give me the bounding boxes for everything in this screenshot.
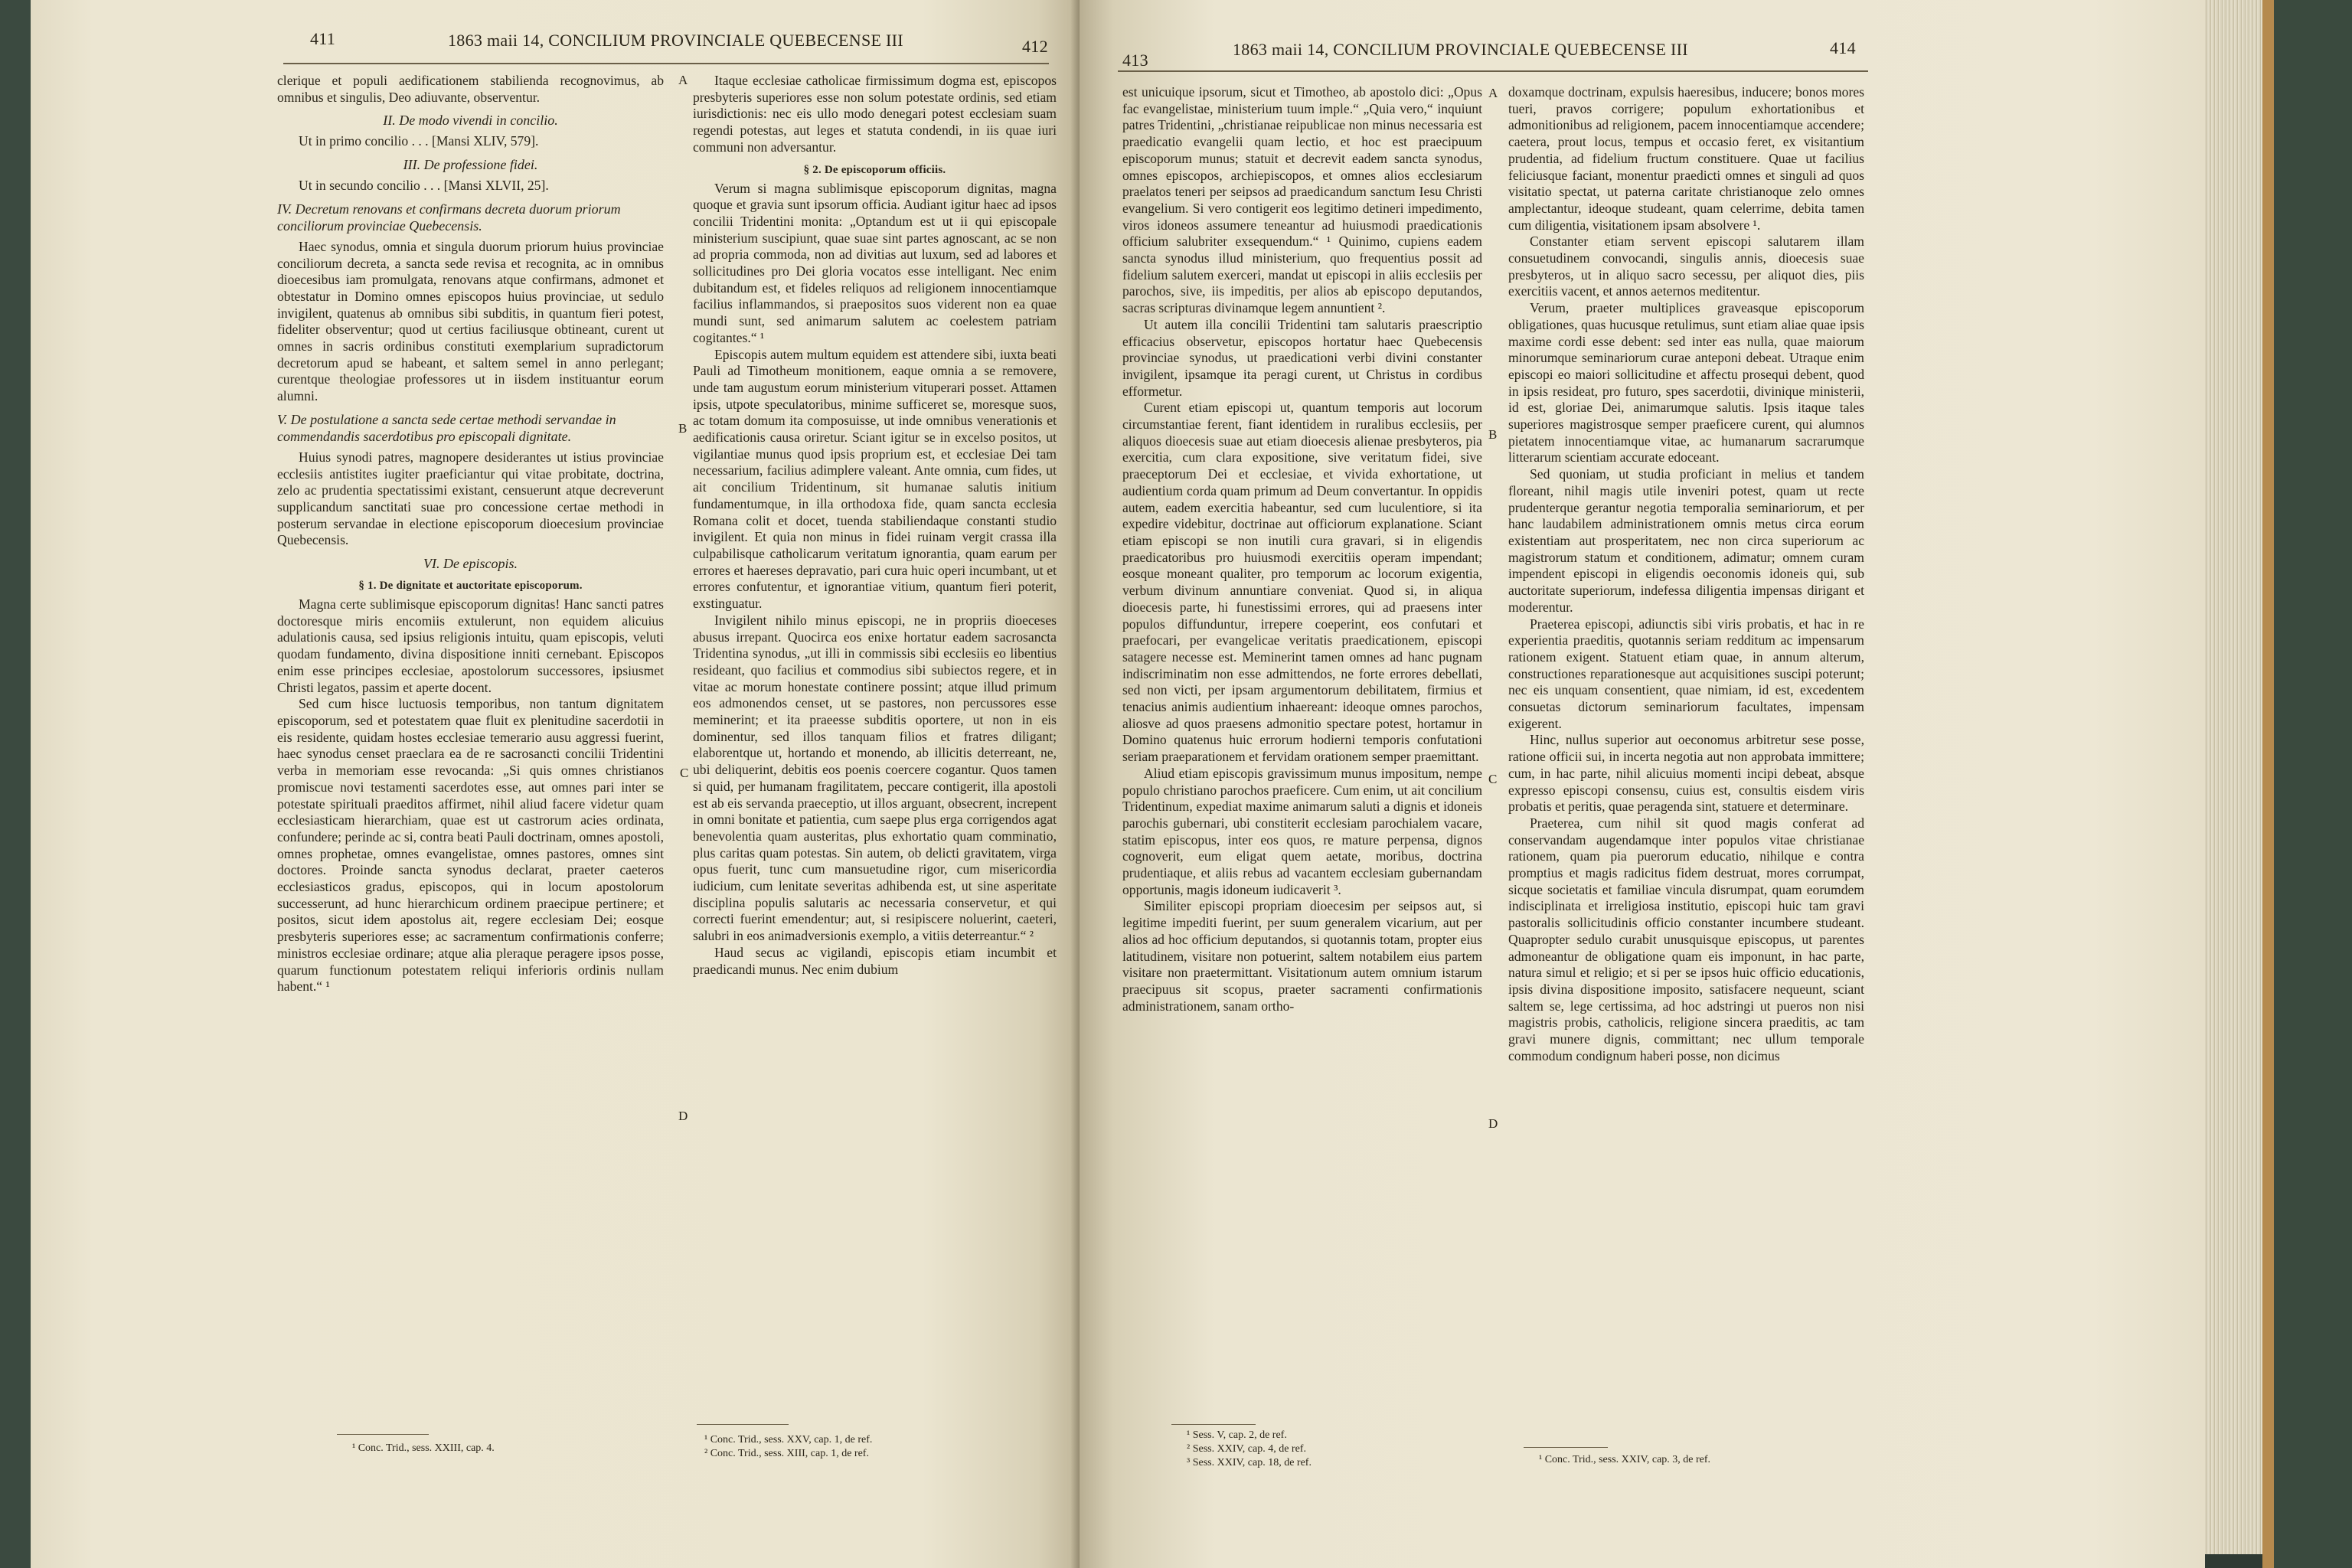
paragraph: Sed cum hisce luctuosis temporibus, non tantum dignitatem episcoporum, sed et potestatem quae fluit ex plenitudine sacerdotii in eis residente, quidam hostes ecclesiae temerario ausu aggressi fuerint, haec synodus censet praeclara ea de re sacrosancti concilii Tridentini verba in memoriam esse revocanda: „Si quis omnes christianos promiscue novi testamenti sacerdotes esse, aut omnes pari inter se potestate spirituali praeditos affirmet, nihil aliud facere videtur quam ecclesiasticam hierarchiam, quae est ut castrorum acies ordinata, confundere; perinde ac si, contra beati Pauli doctrinam, omnes apostoli, omnes prophetae, omnes evangelistae, omnes pastores, omnes sint doctores. Proinde sancta synodus declarat, praeter caeteros ecclesiasticos gradus, episcopos, qui in locum apostolorum successerunt, ad hunc hierarchicum ordinem praecipue pertinere; et positos, sicut idem apostolus ait, regere ecclesiam Dei; eosque presbyteris superiores esse; ac sacramentum confirmationis conferre; ministros ecclesiae ordinare; atque alia pleraque peragere ipsos posse, quarum functionum potestatem reliqui inferioris ordinis nullam habent.“ ¹ <box>277 696 664 995</box>
footnotes-c <box>1187 1429 1478 1470</box>
running-title: 1863 maii 14, CONCILIUM PROVINCIALE QUEBECENSE III <box>448 31 903 50</box>
subsection-heading: § 2. De episcoporum officiis. <box>803 163 946 176</box>
footnote: ¹ Conc. Trid., sess. XXIV, cap. 3, de ref. <box>1539 1454 1711 1465</box>
footnote: ³ Sess. XXIV, cap. 18, de ref. <box>1187 1457 1312 1468</box>
paragraph: Itaque ecclesiae catholicae firmissimum dogma est, episcopos presbyteris superiores esse non solum potestate ordinis, sed etiam iurisdictionis: nec eis ullo modo denegari potest ecclesiam suam regendi potestas, aut leges et statuta condendi, in iis quae iuri communi non adversantur. <box>693 73 1057 155</box>
paragraph: Haud secus ac vigilandi, episcopis etiam incumbit et praedicandi munus. Nec enim dubium <box>693 944 1057 977</box>
paragraph: Praeterea, cum nihil sit quod magis conferat ad conservandam augendamque inter populos vitae christianae rationem, quam pia puerorum educatio, nihilque e contra promptius et magis radicitus fidem destruat, mores corrumpat, sicque societatis et familiae vincula disrumpat, quam eorumdem indisciplinata et irreligiosa institutio, episcopi huic tam gravi pastoralis sollicitudinis officio constanter incumbere studeant. Quapropter sedulo curabit unusquisque episcopus, ut parentes admoneantur de obligatione quam eis imponunt, in hac parte, natura simul et religio; et si per se ipsos huic officio educationis, ipsis divina dispositione imposito, satisfacere nequeunt, sciant saltem se, lege certissima, ad hoc adstringi ut pueros non nisi magistris probis, catholicis, religione sincera praeditis, ac tam gravi munere dignis, committant; nec ullum temporale commodum condignum haberi posse, non dicimus <box>1508 815 1864 1063</box>
paragraph: Magna certe sublimisque episcoporum dignitas! Hanc sancti patres doctoresque miris encomiis extulerunt, non equidem alicuius adulationis causa, sed ipsius religionis intuitu, quam episcopis, veluti quodam fundamento, divina dispositione inniti cernebant. Episcopos enim esse principes ecclesiae, apostolorum successores, ipsiusmet Christi legatos, passim et aperte docent. <box>277 596 664 695</box>
paragraph: Sed quoniam, ut studia proficiant in melius et tandem floreant, nihil magis utile inveniri potest, quam ut recte prudenterque gerantur negotia temporalia seminariorum, et per hanc laudabilem administrationem omnis metus circa eorum existentiam aut prosperitatem, nec non circa superiorum ac magistrorum statum et conditionem, adimatur; omnem curam impendent episcopi in eligendis oeconomis idoneis qui, sub auctoritate superiorum, indefessa diligentia impensas dirigant et moderentur. <box>1508 466 1864 615</box>
subsection-heading: § 1. De dignitate et auctoritate episcoporum. <box>358 580 583 593</box>
right-page <box>1080 0 2205 1568</box>
column-d <box>1508 84 1864 1064</box>
page-number-412: 412 <box>1022 37 1048 56</box>
paragraph: Aliud etiam episcopis gravissimum munus impositum, nempe populo christiano parochos praeficere. Cum enim, ut ait concilium Tridentinum, expediat maxime animarum saluti a dignis et idoneis parochis gubernari, ubi constiterit ecclesiam parochialem vacare, statim episcopus, inter eos quos, re mature perpensa, dignos cognoverit, eum eligat quem aetate, moribus, doctrina prudentiaque, et aliis rebus ad vacantem ecclesiam gubernandam opportunis, magis idoneum iudicaverit ³. <box>1122 765 1482 897</box>
paragraph: Curent etiam episcopi ut, quantum temporis aut locorum circumstantiae ferent, fiant identidem in ruralibus ecclesiis, per aliquos dioecesis suae aut etiam dioecesis alienae presbyteros, pia exercitia, cum clara expositione, sive veritatum fidei, sive praeceptorum Dei et ecclesiae, et vivida exhortatione, ut audientium corda quam primum ad Deum convertantur. In oppidis autem, eadem exercitia habeantur, sed cum luculentiore, si ita expedire videbitur, doctrinae aut officiorum explanatione. Sciant etiam episcopi se non inutili cura gravari, si in eligendis praedicatoribus pro huiusmodi exercitiis operam impendant; eosque moneant qualiter, pro temporum ac locorum exigentia, verbum divinum annuntiare conveniat. Quod si, in aliqua dioecesis parte, hi funestissimi errores, qui ad praesens inter populos diffunduntur, irrepere coeperint, eos confutari et praefocari, per evangelicae veritatis praedicationem, episcopi satagere necesse est. Meminerint tamen omnes ad hanc pugnam indiscriminatim non esse admittendos, ne forte errores debellati, sed non victi, per ipsam argumentorum debilitatem, firmius et tenacius animis audientium inhaereant: ideoque omnes parochos, aliosve ad quos praesens admonitio spectare potest, hortamur in Domino quatenus huic errorum hodierni temporis confutationi seriam praeparationem et fervidam orationem semper praemittant. <box>1122 400 1482 765</box>
footnote: ¹ Conc. Trid., sess. XXIII, cap. 4. <box>352 1442 495 1454</box>
footnote: ¹ Sess. V, cap. 2, de ref. <box>1187 1429 1287 1441</box>
running-head-left <box>31 29 1080 60</box>
paragraph: Verum si magna sublimisque episcoporum dignitas, magna quoque et gravia sunt ipsorum officia. Audiant igitur haec ad ipsos concilii Tridentini monita: „Optandum est ut ii qui episcopale ministerium suscipiunt, quae suae sint partes agnoscant, ac se non ad propria commoda, non ad divitias aut luxum, sed ad labores et sollicitudines pro Dei gloria vocatos esse intelligant. Nec enim dubitandum est, et fideles reliquos ad religionem innocentiamque facilius inflammandos, si praepositos suos viderent non ea quae mundi sunt, sed animarum salutem ac coelestem patriam cogitantes.“ ¹ <box>693 180 1057 345</box>
margin-letter-c: C <box>680 766 689 780</box>
section-heading: V. De postulatione a sancta sede certae methodi servandae in commendandis sacerdotibus pro episcopali dignitate. <box>277 411 616 444</box>
paragraph: doxamque doctrinam, expulsis haeresibus, inducere; bonos mores tueri, pravos corrigere; populum exhortationibus et admonitionibus ad religionem, pacem innocentiamque accendere; caetera, prout locus, tempus et occasio feret, ex visitantium prudentia, ad fidelium fructum constituere. Quae ut facilius feliciusque faciant, monentur praedicti omnes et singuli ad quos visitatio spectat, ut paterna caritate christianoque zelo omnes amplectantur, ideoque studeant, quam celerrime, debita tamen cum diligentia, visitationem ipsam absolvere ¹. <box>1508 84 1864 233</box>
paragraph: Invigilent nihilo minus episcopi, ne in propriis dioeceses abusus irrepant. Quocirca eos enixe hortatur eadem sacrosancta Tridentina synodus, „ut illi in commissis sibi ecclesiis eo libentius resideant, quo facilius et commodius sibi subiectos regere, et in vitae ac morum honestate continere possint; atque illud primum eos admonendos censet, ut se pastores, non percussores esse meminerint; et ita praeesse subditis oportere, ut non in eis dominentur, sed illos tanquam filios et fratres diligant; elaborentque ut, hortando et monendo, ab illicitis deterreant, ne, ubi deliquerint, debitis eos poenis coercere cogantur. Quos tamen si quid, per humanam fragilitatem, peccare contigerit, illa apostoli est ab eis servanda praeceptio, ut illos arguant, obsecrent, increpent in omni bonitate et patientia, cum saepe plus erga corrigendos agat benevolentia quam austeritas, plus exhortatio quam comminatio, plus caritas quam potestas. Sin autem, ob delicti gravitatem, virga opus fuerit, tunc cum mansuetudine rigor, cum misericordia iudicium, cum lenitate severitas adhibenda est, ut sine asperitate disciplina populis salutaris ac necessaria conservetur, et qui correcti fuerint emendentur; aut, si resipiscere noluerint, caeteri, salubri in eos animadversionis exemplo, a vitiis deterreantur.“ ² <box>693 612 1057 944</box>
margin-letter-c: C <box>1488 772 1498 786</box>
running-head-right <box>1080 29 2205 70</box>
background-right <box>2274 0 2352 1568</box>
section-heading: III. De professione fidei. <box>403 157 538 173</box>
paragraph: Praeterea episcopi, adiunctis sibi viris probatis, et hac in re experientia praeditis, quotannis seriam redditum ac impensarum rationem exigent. Statuent etiam quae, in annum alterum, constructiones reparationesque aut acquisitiones suscipi poterunt; nec eis unquam consentient, quae nimiam, id est, excedentem consuetas dictorum seminariorum facultates, impensam exigerent. <box>1508 616 1864 731</box>
paragraph: Verum, praeter multiplices graveasque episcoporum obligationes, quas hucusque retulimus, sunt etiam aliae quae ipsis maxime cordi esse debent: sed inter eas nulla, quae maiorum minorumque seminariorum curae anteponi debeat. Utraque enim episcopi eo maiori sollicitudine et affectu prosequi debent, quod in ipsis resideat, pro futuro, spes sacerdotii, divinique ministerii, id est, gloriae Dei, animarumque salutis. Ipsis itaque tales superiores magistrosque semper praeficere curent, qui alumnos pietatem innocentiamque vitae, ac humanarum sacrarumque litterarum scientiam accurate edoceant. <box>1508 300 1864 466</box>
paragraph: Similiter episcopi propriam dioecesim per seipsos aut, si legitime impediti fuerint, per suum generalem vicarium, aut per alios ad hoc officium deputandos, si quotannis totam, propter eius latitudinem, visitare non potuerint, saltem notabilem eius partem visitare non praetermittant. Visitationum autem omnium istarum praecipuus sit scopus, praeter sacramenti confirmationis administrationem, sanam ortho- <box>1122 898 1482 1014</box>
running-title: 1863 maii 14, CONCILIUM PROVINCIALE QUEBECENSE III <box>1233 40 1688 59</box>
margin-letter-d: D <box>1488 1116 1498 1131</box>
header-rule <box>283 63 1049 64</box>
paragraph: Ut autem illa concilii Tridentini tam salutaris praescriptio efficacius observetur, episcopos hortatur haec Quebecensis provinciae synodus, ut praedicationi verbi divini constanter invigilent, ipsamque ita peragi curent, ut Christus in cordibus efformetur. <box>1122 316 1482 399</box>
margin-letter-d: D <box>678 1109 688 1123</box>
column-b <box>693 73 1057 978</box>
footnote: ¹ Conc. Trid., sess. XXV, cap. 1, de ref. <box>704 1434 873 1446</box>
margin-letter-b: B <box>1488 427 1498 442</box>
paragraph: est unicuique ipsorum, sicut et Timotheo, ab apostolo dici: „Opus fac evangelistae, ministerium tuum imple.“ „Quia vero,“ inquiunt patres Tridentini, „christianae reipublicae non minus necessaria est praedicatio evangelii quam lectio, et hoc est praecipuum episcoporum munus; statuit et decrevit eadem sancta synodus, omnes episcopos, archiepiscopos, et omnes alios ecclesiarum praelatos teneri per seipsos ad praedicandum sanctum Iesu Christi evangelium. Si vero contigerit eos legitimo detineri impedimento, viros idoneos assumere teneantur ad huiusmodi praedicationis officium salubriter exsequendum.“ ¹ Quinimo, cupiens eadem sancta synodus illud ministerium, quo frequentius possit ad fidelium salutem exerceri, mandat ut episcopi in aliis ecclesiis per parochos, sive, iis impeditis, per alios ab episcopo deputandos, sacras scripturas divinamque legem annuntient ². <box>1122 84 1483 316</box>
footnotes-d <box>1539 1453 1845 1467</box>
section-heading: VI. De episcopis. <box>423 556 518 572</box>
paragraph: Huius synodi patres, magnopere desiderantes ut istius provinciae ecclesiis antistites iugiter praeficiantur qui vitae probitate, doctrina, zelo ac prudentia spectatissimi existant, censuerunt atque decreverunt supplicandum sanctitati suae pro concessione certae methodi in posterum servandae in electione episcoporum dioecesium provinciae Quebecensis. <box>277 449 664 548</box>
margin-letter-a: A <box>678 73 688 87</box>
footnotes-a <box>352 1442 674 1455</box>
footnote-rule <box>697 1424 789 1425</box>
column-a <box>277 73 664 995</box>
paragraph: Haec synodus, omnia et singula duorum priorum huius provinciae conciliorum decreta, a sancta sede revisa et recognita, ac in omnibus dioecesibus iam promulgata, renovans atque confirmans, admonet et obtestatur in Domino omnes episcopos huius provinciae, ut sedulo invigilent, quatenus ab omnibus sibi subditis, in quantum fieri potest, fideliter observentur; quod ut certius faciliusque obtineant, curent ut omnes in sacris ordinibus constituti exemplarium supradictorum decretorum apud se habeant, et saltem semel in anno perlegant; curentque theologiae professores ut in iisdem instituantur eorum alumni. <box>277 238 664 404</box>
footnote-rule <box>1171 1424 1256 1425</box>
column-c <box>1122 84 1482 1014</box>
page-number-413: 413 <box>1122 51 1148 70</box>
footnote: ² Conc. Trid., sess. XIII, cap. 1, de ref. <box>704 1448 869 1459</box>
paragraph: Episcopis autem multum equidem est attendere sibi, iuxta beati Pauli ad Timotheum monitionem, eaque omnia a se removere, unde tam augustum eorum ministerium vituperari posset. Attamen ipsis, utpote speculatoribus, minime sufficeret se, moresque suos, ac totam domum ita composuisse, ut inde omnibus venerationis et aedificationis causa oriretur. Sciant igitur se in excelso positos, ut vigilantiae munus quod ipsis proprium est, et ecclesiae Dei tam necessarium, facilius adimplere valeant. Ante omnia, cum fides, ut ait concilium Tridentinum, sit humanae salutis initium fundamentumque, in illa orthodoxa fide, quam sancta ecclesia Romana colit et docet, tuenda stabiliendaque constanti studio invigilent. Et quia non minus in fidei ruinam vergit crassa illa culpabilisque catholicarum veritatum ignorantia, quam earum per errores et haereses depravatio, pari cura huic operi incumbant, ut et errores confutentur, et ignorantiae vitium, quantum fieri poterit, exstinguatur. <box>693 346 1057 612</box>
footnote: ² Sess. XXIV, cap. 4, de ref. <box>1187 1443 1306 1455</box>
section-heading: IV. Decretum renovans et confirmans decreta duorum priorum conciliorum provinciae Quebecensis. <box>277 201 621 234</box>
reference-line: Ut in primo concilio . . . [Mansi XLIV, 579]. <box>299 133 539 149</box>
page-number-411: 411 <box>310 29 336 48</box>
paragraph: clerique et populi aedificationem stabilienda recognovimus, ab omnibus et singulis, Deo adiuvante, observentur. <box>277 73 664 105</box>
footnotes-b <box>704 1433 1034 1461</box>
footnote-rule <box>337 1434 429 1435</box>
margin-letter-b: B <box>678 421 688 436</box>
section-heading: II. De modo vivendi in concilio. <box>383 113 558 129</box>
paragraph: Constanter etiam servent episcopi salutarem illam consuetudinem convocandi, singulis annis, dioecesis suae presbyteros, ut in aliquo sacro secessu, per aliquot dies, piis exercitiis vacent, et annos aeternos meditentur. <box>1508 234 1864 299</box>
header-rule <box>1118 70 1868 72</box>
margin-letter-a: A <box>1488 86 1498 100</box>
reference-line: Ut in secundo concilio . . . [Mansi XLVII, 25]. <box>299 178 549 194</box>
left-page <box>31 0 1080 1568</box>
page-number-414: 414 <box>1830 38 1856 57</box>
background-left <box>0 0 31 1568</box>
paragraph: Hinc, nullus superior aut oeconomus arbitretur sese posse, ratione officii sui, in incerta negotia aut non approbata immittere; cum, in hac parte, nihil alicuius momenti incipi debeat, absque expresso episcopi consensu, cuius est, consultis eisdem viris probatis et peritis, quae peragenda sint, statuere et determinare. <box>1508 732 1864 815</box>
footnote-rule <box>1524 1447 1608 1448</box>
